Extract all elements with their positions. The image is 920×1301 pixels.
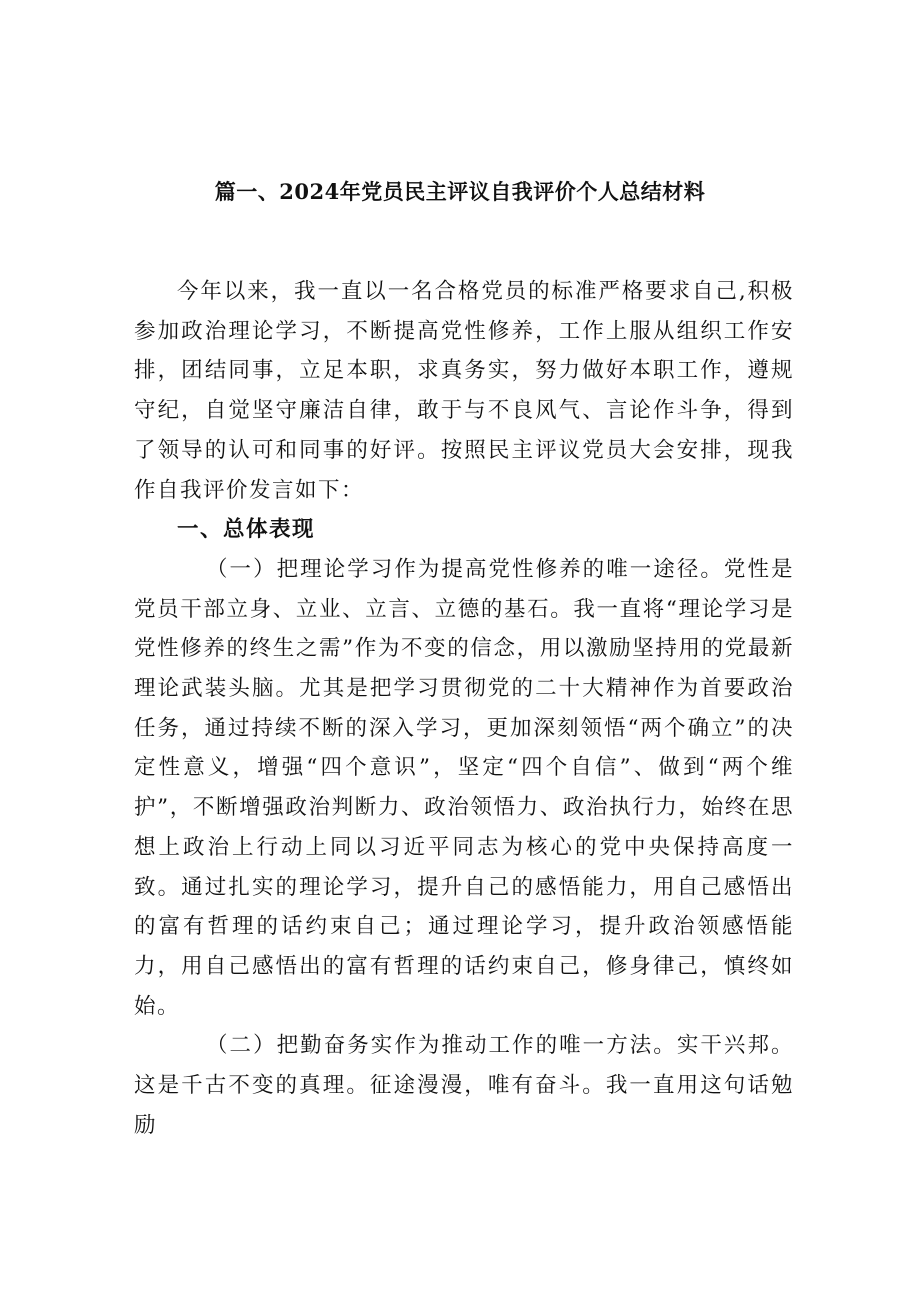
document-body — [134, 272, 794, 1145]
document-title: 篇一、2024年党员民主评议自我评价个人总结材料 — [214, 179, 706, 204]
intro-paragraph: 今年以来，我一直以一名合格党员的标准严格要求自己,积极参加政治理论学习，不断提高党性修养，工作上服从组织工作安排，团结同事，立足本职，求真务实，努力做好本职工作，遵规守纪，自觉坚守廉洁自律，敢于与不良风气、言论作斗争，得到了领导的认可和同事的好评。按照民主评议党员大会安排，现我作自我评价发言如下： — [134, 279, 794, 503]
paragraph-theory-study: （一）把理论学习作为提高党性修养的唯一途径。党性是党员干部立身、立业、立言、立德的基石。我一直将“理论学习是党性修养的终生之需”作为不变的信念，用以激励坚持用的党最新理论武装头脑。尤其是把学习贯彻党的二十大精神作为首要政治任务，通过持续不断的深入学习，更加深刻领悟“两个确立”的决定性意义，增强“四个意识”，坚定“四个自信”、做到“两个维护”，不断增强政治判断力、政治领悟力、政治执行力，始终在思想上政治上行动上同以习近平同志为核心的党中央保持高度一致。通过扎实的理论学习，提升自己的感悟能力，用自己感悟出的富有哲理的话约束自己；通过理论学习，提升政治领感悟能力，用自己感悟出的富有哲理的话约束自己，修身律己，慎终如始。 — [134, 556, 794, 1019]
paragraph-diligent-work: （二）把勤奋务实作为推动工作的唯一方法。实干兴邦。这是千古不变的真理。征途漫漫，唯有奋斗。我一直用这句话勉励 — [134, 1033, 794, 1138]
section-heading-overall-performance: 一、总体表现 — [177, 517, 316, 543]
